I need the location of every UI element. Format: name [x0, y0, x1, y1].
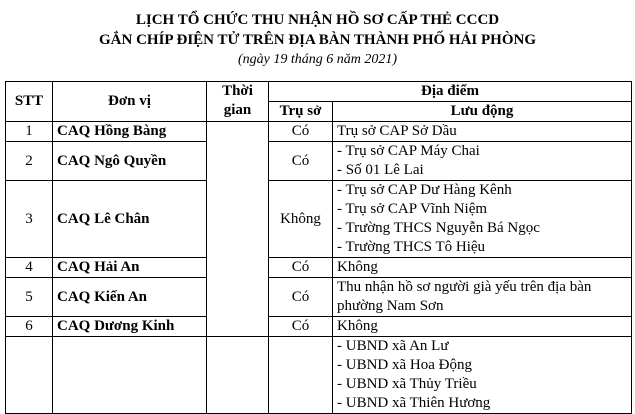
row-luu-dong	[333, 278, 632, 317]
row-luu-dong	[333, 122, 632, 142]
document-title-line1: LỊCH TỔ CHỨC THU NHẬN HỒ SƠ CẤP THẺ CCCD	[135, 12, 500, 28]
row-stt: 6	[6, 317, 53, 337]
row-tru-so: Có	[269, 317, 333, 337]
row-stt	[6, 337, 53, 414]
luu-dong-item: - Trụ sở CAP Vĩnh Niệm	[337, 201, 488, 217]
table-row	[6, 142, 632, 181]
row-stt: 4	[6, 258, 53, 278]
document-title-line2: GẮN CHÍP ĐIỆN TỬ TRÊN ĐỊA BÀN THÀNH PHỐ HẢI PHÒNG	[99, 32, 536, 48]
row-unit	[53, 337, 207, 414]
header-tru-so: Trụ sở	[269, 102, 333, 122]
row-unit: CAQ Hải An	[53, 258, 207, 278]
table-row	[6, 181, 632, 258]
row-unit: CAQ Dương Kinh	[53, 317, 207, 337]
row-tru-so: Có	[269, 258, 333, 278]
luu-dong-item: - Số 01 Lê Lai	[337, 162, 424, 178]
row-unit: CAQ Lê Chân	[53, 181, 207, 258]
row-unit: CAQ Hồng Bàng	[53, 122, 207, 142]
luu-dong-item: Không	[337, 318, 378, 334]
luu-dong-item: Thu nhận hồ sơ người già yếu trên địa bàn	[337, 279, 592, 295]
row-luu-dong	[333, 181, 632, 258]
header-stt: STT	[6, 82, 53, 122]
luu-dong-item: phường Nam Sơn	[337, 298, 444, 314]
row-stt: 2	[6, 142, 53, 181]
row-unit: CAQ Kiến An	[53, 278, 207, 317]
row-luu-dong	[333, 317, 632, 337]
luu-dong-item: - UBND xã An Lư	[337, 338, 449, 354]
header-luu-dong: Lưu động	[333, 102, 632, 122]
schedule-table	[5, 81, 632, 414]
row-tru-so: Có	[269, 278, 333, 317]
header-location: Địa điểm	[269, 82, 632, 102]
luu-dong-item: - UBND xã Thiên Hương	[337, 395, 491, 411]
row-stt: 1	[6, 122, 53, 142]
luu-dong-item: Không	[337, 259, 378, 275]
document-date: (ngày 19 tháng 6 năm 2021)	[237, 52, 398, 67]
luu-dong-item: - Trụ sở CAP Dư Hàng Kênh	[337, 182, 512, 198]
luu-dong-item: - Trụ sở CAP Máy Chai	[337, 143, 480, 159]
luu-dong-item: Trụ sở CAP Sở Dầu	[337, 123, 457, 139]
row-luu-dong	[333, 142, 632, 181]
row-time	[207, 122, 269, 337]
row-luu-dong	[333, 337, 632, 414]
row-tru-so	[269, 337, 333, 414]
row-tru-so: Có	[269, 142, 333, 181]
luu-dong-item: - Trường THCS Nguyễn Bá Ngọc	[337, 220, 540, 236]
row-stt: 5	[6, 278, 53, 317]
table-row	[6, 317, 632, 337]
table-row	[6, 122, 632, 142]
header-unit: Đơn vị	[53, 82, 207, 122]
table-row	[6, 337, 632, 414]
luu-dong-item: - UBND xã Hoa Động	[337, 357, 472, 373]
luu-dong-item: - Trường THCS Tô Hiệu	[337, 239, 486, 255]
row-tru-so: Có	[269, 122, 333, 142]
table-row	[6, 278, 632, 317]
row-luu-dong	[333, 258, 632, 278]
row-time	[207, 337, 269, 414]
header-time: Thời gian	[207, 82, 269, 122]
table-row	[6, 258, 632, 278]
row-stt: 3	[6, 181, 53, 258]
luu-dong-item: - UBND xã Thủy Triều	[337, 376, 477, 392]
row-tru-so: Không	[269, 181, 333, 258]
row-unit: CAQ Ngô Quyền	[53, 142, 207, 181]
